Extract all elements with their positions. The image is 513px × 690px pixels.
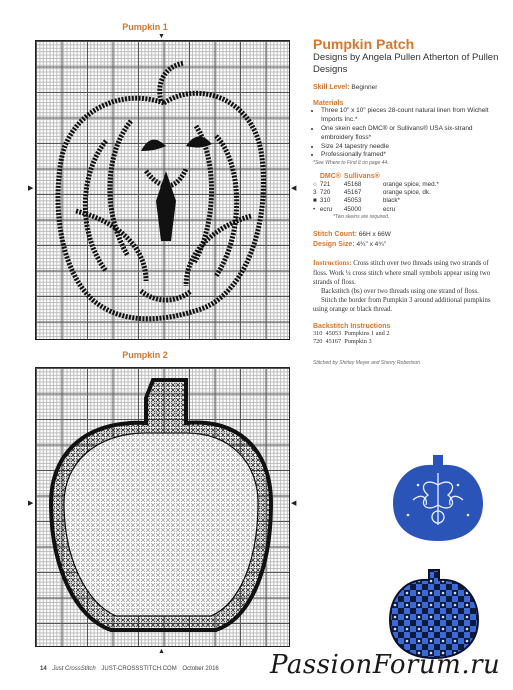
table-row: 3 720 45167 orange spice, dk. [313,189,431,197]
instructions-border: Stitch the border from Pumpkin 3 around additional pumpkins using orange or black thread. [313,297,491,314]
center-arrow-right: ◀ [291,185,297,192]
list-item: • One skein each DMC® or Sullivans® USA six-strand embroidery floss* [321,125,503,143]
table-row: 310 45053 Pumpkins 1 and 2 [313,329,390,337]
table-row: • ecru 45000 ecru [313,205,396,213]
key-header-sullivans: Sullivans® [343,173,380,181]
watermark: PassionForum.ru [270,650,501,680]
table-row: ■ 310 45053 black* [313,197,400,205]
chart-title-pumpkin-1: Pumpkin 1 [122,22,168,32]
stitched-pumpkin-photo-2 [386,566,482,662]
instructions-paragraph: Instructions: Cross stitch over two threads using two strands of floss. Work ¼ cross stitch where small symbols appear using two strands of floss. [313,259,491,286]
floss-key [313,172,442,214]
materials-list [313,107,503,160]
center-arrow-left: ▶ [28,185,34,192]
list-item: • Three 10" x 10" pieces 28-count natural linen from Wichelt Imports Inc.* [321,107,503,125]
magazine-name: Just CrossStitch [52,666,96,672]
chart-grid-pumpkin-2 [35,367,290,647]
design-size-line: Design Size: 4¾" x 4¾" [313,240,386,248]
table-row: ○ 721 45168 orange spice, med.* [313,181,439,189]
chart-title-pumpkin-2: Pumpkin 2 [122,350,168,360]
center-arrow-top: ▼ [158,33,165,40]
backstitch-heading: Backstitch Instructions [313,322,391,330]
website: JUST-CROSSSTITCH.COM [101,666,177,672]
key-note: *Two skeins are required. [333,213,390,220]
article-title: Pumpkin Patch [313,36,415,52]
pumpkin-2-pattern [36,368,289,646]
skill-level-line: Skill Level: Beginner [313,83,378,91]
materials-heading: Materials [313,100,344,108]
center-arrow-right-2: ◀ [291,500,297,507]
center-arrow-left-2: ▶ [28,500,34,507]
list-item: • Professionally framed* [321,151,503,160]
backstitch-table [313,330,393,346]
list-item: • Size 24 tapestry needle [321,143,503,152]
pumpkin-1-pattern [36,41,289,339]
article-column [313,36,503,366]
center-arrow-bottom-2: ▲ [158,648,165,655]
table-row: 720 45167 Pumpkin 3 [313,337,372,345]
byline: Designs by Angela Pullen Atherton of Pullen Designs [313,52,499,76]
materials-note: *See Where to Find It on page 44. [313,160,389,167]
key-header-dmc: DMC® [319,173,341,181]
chart-grid-pumpkin-1 [35,40,290,340]
stitched-pumpkin-photo-1 [388,445,488,545]
stitch-count-line: Stitch Count: 66H x 66W [313,230,391,238]
stitched-by-credit: Stitched by Shirley Meyer and Sherry Robertson [313,360,420,366]
issue-date: October 2016 [182,666,219,672]
page-number: 14 [40,666,47,672]
page-footer [40,666,219,672]
instructions-backstitch: Backstitch (bs) over two threads using one strand of floss. [321,288,479,296]
